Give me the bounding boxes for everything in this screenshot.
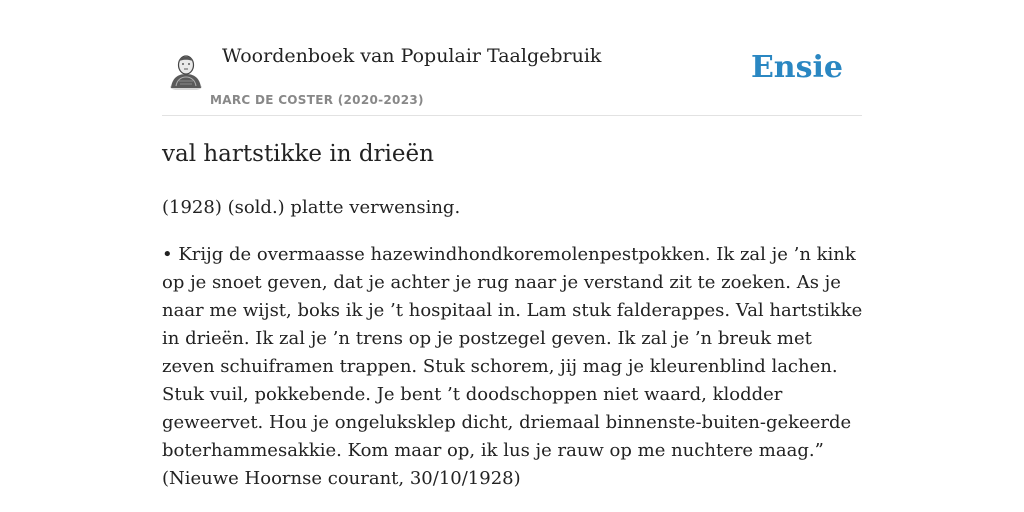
entry-title: val hartstikke in drieën (162, 141, 434, 167)
dictionary-title[interactable]: Woordenboek van Populair Taalgebruik (222, 45, 602, 67)
entry-content (162, 138, 866, 493)
entry-example: • Krijg de overmaasse hazewindhondkoremolenpestpokken. Ik zal je ’n kink op je snoet geven, dat je achter je rug naar je verstand zit te zoeken. As je naar me wijst, boks ik je ’t hospitaal in. Lam stuk falderappes. Val hartstikke in drieën. Ik zal je ’n trens op je postzegel geven. Ik zal je ’n breuk met zeven schuiframen trappen. Stuk schorem, jij mag je kleurenblind lachen. Stuk vuil, pokkebende. Je bent ’t doodschoppen niet waard, klodder geweervet. Hou je ongeluksklep dicht, driemaal binnenste-buiten-gekeerde boterhammesakkie. Kom maar op, ik lus je rauw op me nuchtere maag.” (Nieuwe Hoornse courant, 30/10/1928) (162, 244, 863, 489)
dictionary-header (162, 40, 862, 116)
author-label[interactable]: MARC DE COSTER (2020-2023) (210, 93, 424, 107)
author-portrait-icon[interactable] (168, 50, 204, 90)
ensie-logo[interactable]: Ensie (750, 50, 843, 85)
entry-definition: (1928) (sold.) platte verwensing. (162, 197, 461, 218)
